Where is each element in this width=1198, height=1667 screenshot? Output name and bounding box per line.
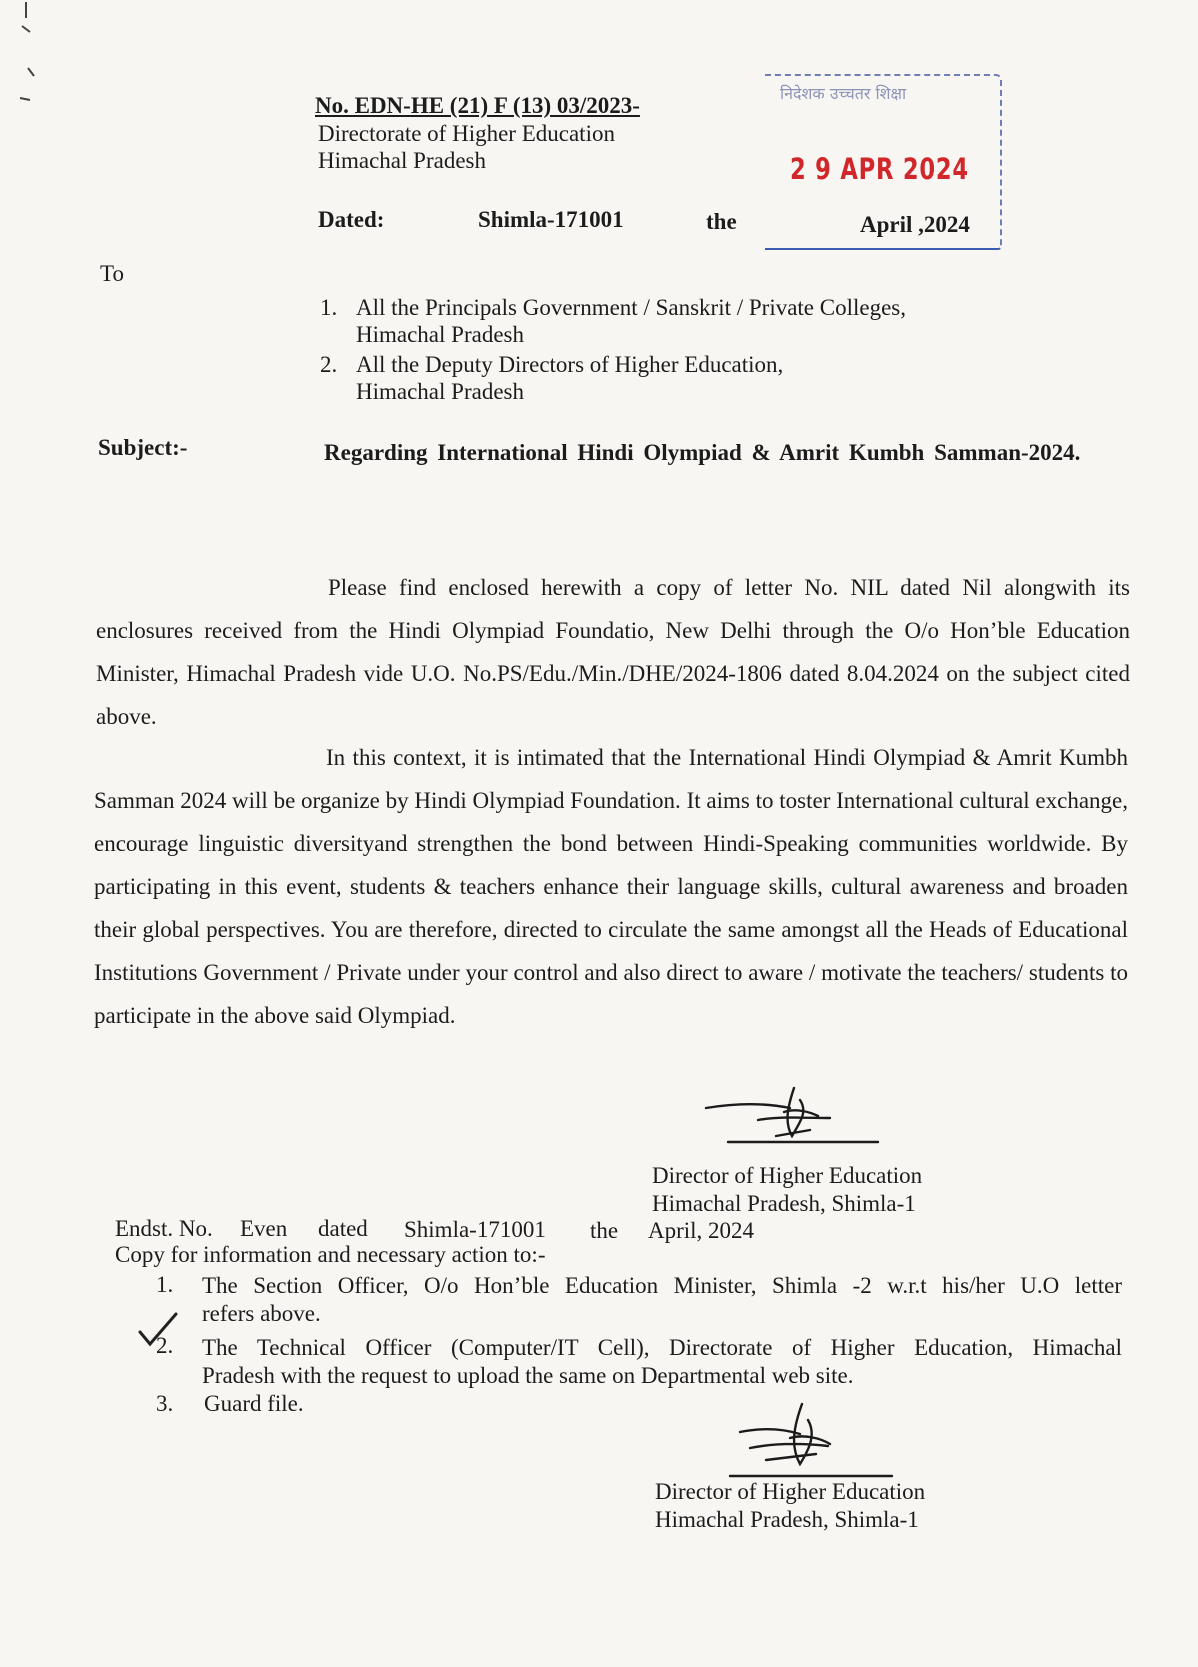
subject-text: Regarding International Hindi Olympiad & Amrit Kumbh Samman-2024.: [324, 440, 1081, 465]
copy-item-number: 1.: [156, 1272, 174, 1297]
signature-2-title: Director of Higher Education: [655, 1479, 926, 1504]
body-paragraph-2: In this context, it is intimated that the International Hindi Olympiad & Amrit Kumbh Samman 2024 will be organize by Hindi Olympiad Foundation. It aims to toster International cultural exchange, encourage linguistic diversityand strengthen the bond between Hindi-Speaking communities worldwide. By participating in this event, students & teachers enhance their language skills, cultural awareness and broaden their global perspectives. You are therefore, directed to circulate the same amongst all the Heads of Educational Institutions Government / Private under your control and also direct to aware / motivate the teachers/ students to participate in the above said Olympiad.: [94, 745, 1128, 1028]
endst-date: April, 2024: [648, 1218, 755, 1243]
office-name: Directorate of Higher Education: [318, 121, 615, 146]
endst-even: Even: [240, 1216, 288, 1241]
director-signature-2: [720, 1398, 910, 1480]
stamp-office-text: निदेशक उच्चतर शिक्षा: [780, 84, 907, 103]
copy-item-number: 3.: [156, 1391, 174, 1416]
recipient-line: All the Deputy Directors of Higher Education,: [356, 352, 784, 377]
office-state: Himachal Pradesh: [318, 148, 486, 173]
recipient-2: [320, 351, 783, 378]
dated-the: the: [706, 209, 737, 234]
endst-place: Shimla-171001: [404, 1217, 546, 1242]
recipient-2-state: Himachal Pradesh: [356, 379, 524, 404]
body-paragraph-1: Please find enclosed herewith a copy of letter No. NIL dated Nil alongwith its enclosures received from the Hindi Olympiad Foundatio, New Delhi through the O/o Hon’ble Education Minister, Himachal Pradesh vide U.O. No.PS/Edu./Min./DHE/2024-1806 dated 8.04.2024 on the subject cited above.: [96, 575, 1130, 729]
recipient-number: 1.: [320, 295, 338, 320]
copy-item-3: Guard file.: [204, 1391, 304, 1416]
signature-1-place: Himachal Pradesh, Shimla-1: [652, 1191, 916, 1216]
margin-marks: [14, 0, 84, 120]
copy-item-2-line-2: Pradesh with the request to upload the same on Departmental web site.: [202, 1363, 854, 1388]
to-label: To: [100, 261, 124, 286]
recipient-1-state: Himachal Pradesh: [356, 322, 524, 347]
copy-to-line: Copy for information and necessary action to:-: [115, 1242, 546, 1267]
dated-date: April ,2024: [860, 212, 970, 237]
dated-place: Shimla-171001: [478, 207, 624, 232]
copy-item-1-line-2: refers above.: [202, 1301, 321, 1326]
copy-item-number: 2.: [156, 1333, 174, 1358]
stamp-date: 2 9 APR 2024: [790, 152, 969, 186]
endst-the: the: [590, 1218, 619, 1243]
recipient-line: All the Principals Government / Sanskrit / Private Colleges,: [356, 295, 907, 320]
signature-2-place: Himachal Pradesh, Shimla-1: [655, 1507, 919, 1532]
dated-label: Dated:: [318, 207, 385, 232]
director-signature-1: [700, 1078, 900, 1148]
recipient-1: [320, 294, 906, 321]
file-number: No. EDN-HE (21) F (13) 03/2023-: [315, 93, 640, 118]
recipient-number: 2.: [320, 352, 338, 377]
copy-item-2-line-1: The Technical Officer (Computer/IT Cell), Directorate of Higher Education, Himachal: [202, 1335, 1122, 1360]
subject-label: Subject:-: [98, 435, 188, 460]
endst-dated: dated: [318, 1216, 368, 1241]
copy-item-1-line-1: The Section Officer, O/o Hon’ble Education Minister, Shimla -2 w.r.t his/her U.O letter: [202, 1273, 1122, 1298]
signature-1-title: Director of Higher Education: [652, 1163, 923, 1188]
endst-number-label: Endst. No.: [115, 1216, 213, 1241]
